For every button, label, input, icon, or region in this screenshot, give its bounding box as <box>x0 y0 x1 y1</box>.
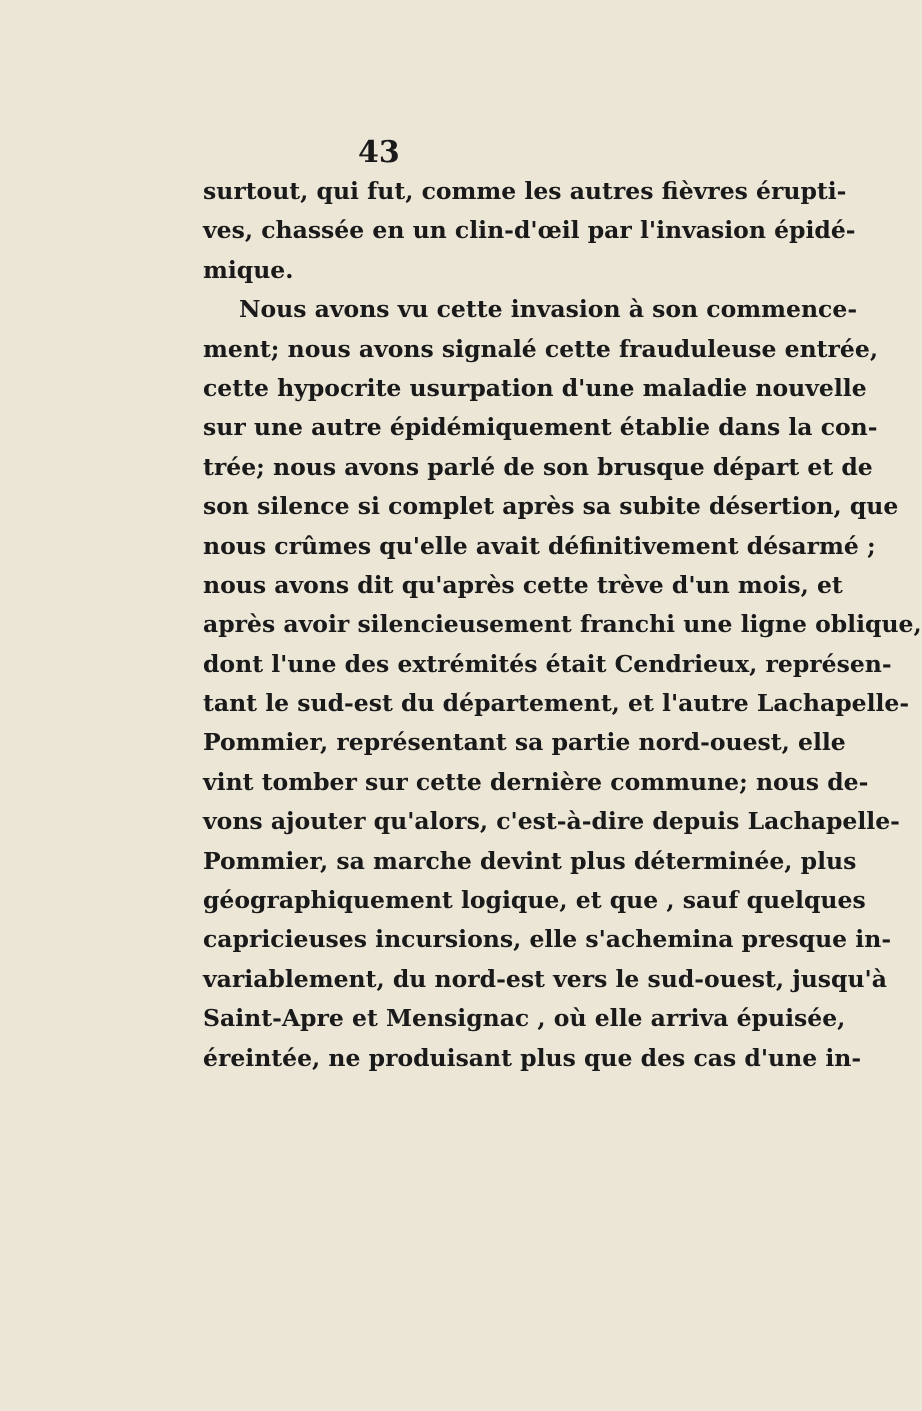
text-line: dont l'une des extrémités était Cendrieux, représen- <box>203 649 892 678</box>
text-line: sur une autre épidémiquement établie dans la con- <box>203 413 878 442</box>
text-line: cette hypocrite usurpation d'une maladie nouvelle <box>203 373 867 402</box>
text-line: ves, chassée en un clin-d'œil par l'invasion épidé- <box>203 216 856 245</box>
text-line: mique. <box>203 255 294 284</box>
body-text <box>203 172 922 1078</box>
text-line: vons ajouter qu'alors, c'est-à-dire depuis Lachapelle- <box>203 807 900 836</box>
text-line: tant le sud-est du département, et l'autre Lachapelle- <box>203 689 910 718</box>
text-line: son silence si complet après sa subite désertion, que <box>203 492 899 521</box>
text-line: surtout, qui fut, comme les autres fièvres érupti- <box>203 177 847 205</box>
text-line: Saint-Apre et Mensignac , où elle arriva épuisée, <box>203 1004 846 1033</box>
text-line: géographiquement logique, et que , sauf quelques <box>203 886 866 915</box>
text-line: vint tomber sur cette dernière commune; nous de- <box>203 767 869 796</box>
text-line: nous crûmes qu'elle avait définitivement désarmé ; <box>203 531 876 560</box>
text-line: éreintée, ne produisant plus que des cas d'une in- <box>203 1043 862 1072</box>
text-line: variablement, du nord-est vers le sud-ouest, jusqu'à <box>203 964 887 993</box>
text-line: Pommier, sa marche devint plus déterminée, plus <box>203 846 857 875</box>
text-line: capricieuses incursions, elle s'achemina presque in- <box>203 925 892 954</box>
text-line: Pommier, représentant sa partie nord-ouest, elle <box>203 728 846 757</box>
text-line: Nous avons vu cette invasion à son commence- <box>239 295 858 324</box>
text-line: trée; nous avons parlé de son brusque départ et de <box>203 452 873 481</box>
text-line: ment; nous avons signalé cette frauduleuse entrée, <box>203 334 878 363</box>
text-line: après avoir silencieusement franchi une ligne oblique, <box>203 610 922 639</box>
page-number: 43 <box>358 135 400 170</box>
text-line: nous avons dit qu'après cette trève d'un mois, et <box>203 570 843 599</box>
